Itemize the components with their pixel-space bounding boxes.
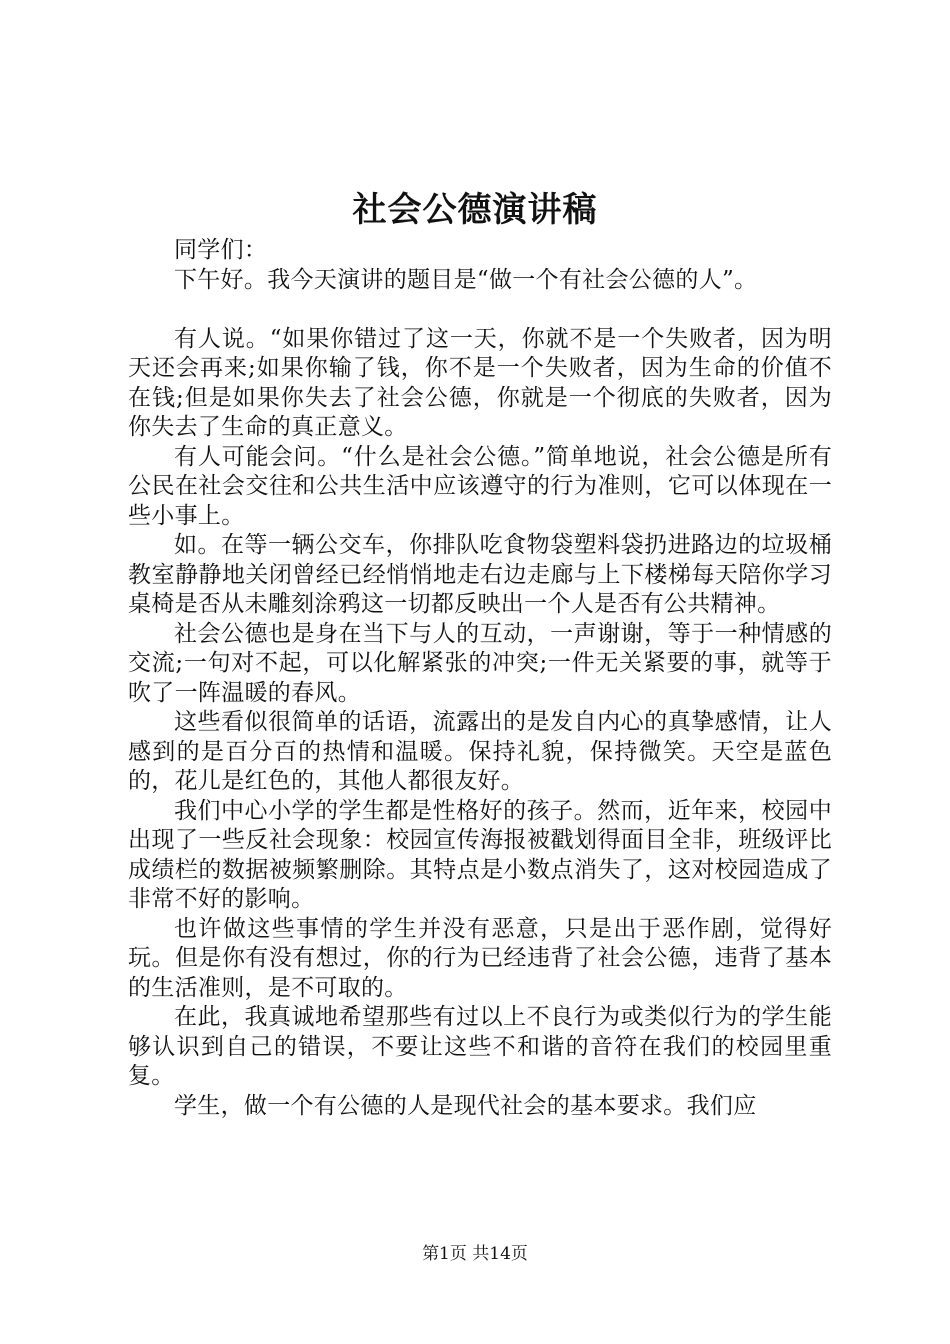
document-body	[128, 236, 832, 1121]
paragraph: 在此，我真诚地希望那些有过以上不良行为或类似行为的学生能够认识到自己的错误，不要让这些不和谐的音符在我们的校园里重复。	[128, 1004, 832, 1089]
document-title: 社会公德演讲稿	[352, 190, 598, 230]
greeting: 同学们：	[174, 237, 268, 263]
paragraph: 我们中心小学的学生都是性格好的孩子。然而，近年来，校园中出现了一些反社会现象：校园宣传海报被戳划得面目全非，班级评比成绩栏的数据被频繁删除。其特点是小数点消失了，这对校园造成了非常不好的影响。	[128, 797, 832, 912]
page-number-footer: 第1页 共14页	[422, 1244, 528, 1264]
paragraph: 学生，做一个有公德的人是现代社会的基本要求。我们应	[174, 1092, 757, 1119]
paragraph: 下午好。我今天演讲的题目是“做一个有社会公德的人”。	[174, 266, 758, 293]
paragraph: 社会公德也是身在当下与人的互动，一声谢谢，等于一种情感的交流;一句对不起，可以化解紧张的冲突;一件无关紧要的事，就等于吹了一阵温暖的春风。	[128, 620, 832, 706]
paragraph: 也许做这些事情的学生并没有恶意，只是出于恶作剧，觉得好玩。但是你有没有想过，你的行为已经违背了社会公德，违背了基本的生活准则，是不可取的。	[128, 915, 832, 1001]
paragraph: 有人说。“如果你错过了这一天，你就不是一个失败者，因为明天还会再来;如果你输了钱，你不是一个失败者，因为生命的价值不在钱;但是如果你失去了社会公德，你就是一个彻底的失败者，因为你失去了生命的真正意义。	[128, 325, 832, 440]
paragraph: 这些看似很简单的话语，流露出的是发自内心的真挚感情，让人感到的是百分百的热情和温暖。保持礼貌，保持微笑。天空是蓝色的，花儿是红色的，其他人都很友好。	[128, 709, 832, 794]
paragraph: 有人可能会问。“什么是社会公德。”简单地说，社会公德是所有公民在社会交往和公共生活中应该遵守的行为准则，它可以体现在一些小事上。	[128, 443, 832, 529]
paragraph: 如。在等一辆公交车，你排队吃食物袋塑料袋扔进路边的垃圾桶教室静静地关闭曾经已经悄悄地走右边走廊与上下楼梯每天陪你学习桌椅是否从未雕刻涂鸦这一切都反映出一个人是否有公共精神。	[128, 532, 832, 617]
blank-line	[128, 295, 832, 325]
